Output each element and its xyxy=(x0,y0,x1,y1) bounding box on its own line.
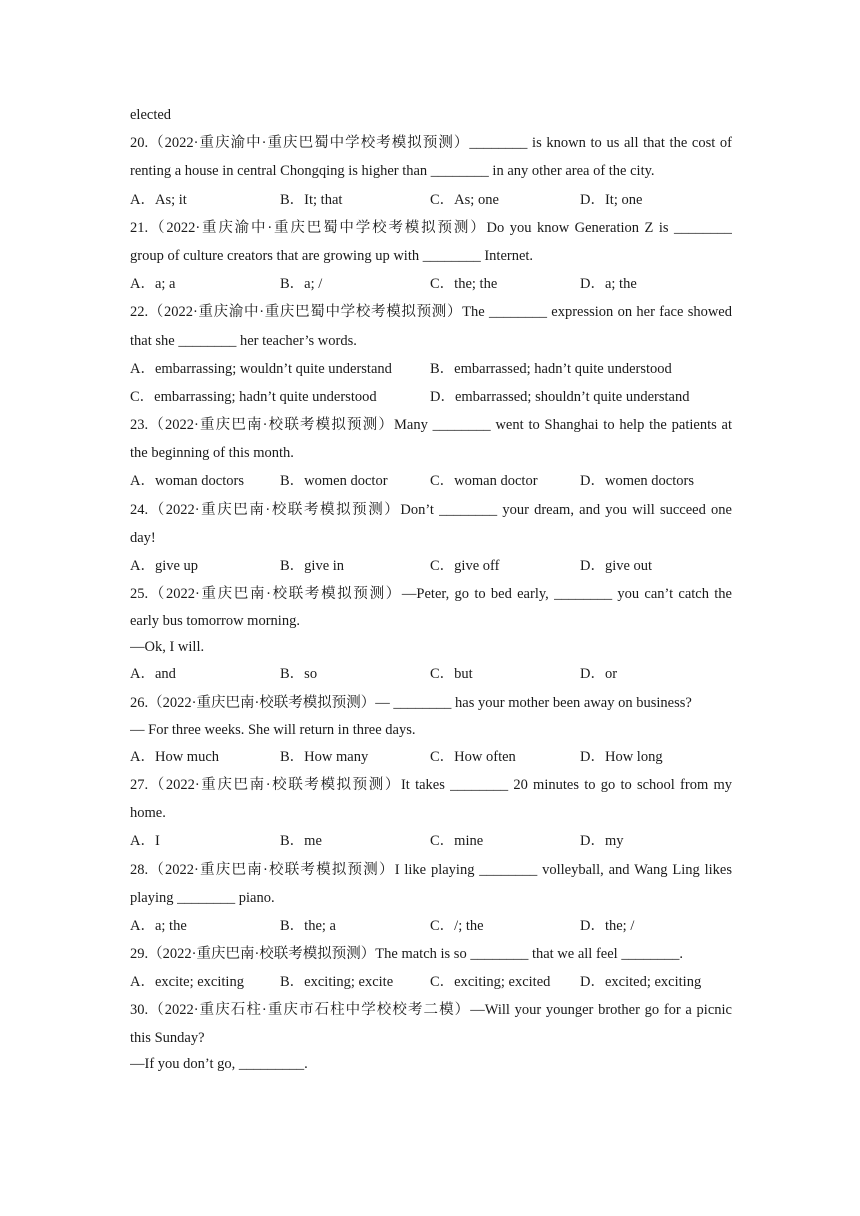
dialogue-reply: — For three weeks. She will return in three days. xyxy=(130,721,416,738)
continued-text: elected xyxy=(130,107,172,123)
options-row xyxy=(130,827,732,855)
question-text: day! xyxy=(130,529,156,546)
options-row xyxy=(130,552,732,580)
option-d[interactable]: D．embarrassed; shouldn’t quite understand xyxy=(430,388,690,405)
option-b[interactable]: B．exciting; excite xyxy=(280,974,394,991)
options-row xyxy=(130,355,732,383)
option-a[interactable]: A．excite; exciting xyxy=(130,974,244,991)
option-c[interactable]: C．As; one xyxy=(430,191,499,208)
question-text: the beginning of this month. xyxy=(130,445,294,462)
option-b[interactable]: B．women doctor xyxy=(280,473,388,490)
option-d[interactable]: D．How long xyxy=(580,748,663,765)
question-26 xyxy=(130,689,732,771)
question-text: 22.（2022·重庆渝中·重庆巴蜀中学校考模拟预测）The ________ expression on her face showed xyxy=(130,304,732,321)
option-c[interactable]: C．woman doctor xyxy=(430,473,538,490)
option-d[interactable]: D．the; / xyxy=(580,917,635,934)
option-d[interactable]: D．a; the xyxy=(580,276,637,293)
options-row xyxy=(130,383,732,411)
option-a[interactable]: A．and xyxy=(130,666,176,683)
question-20 xyxy=(130,129,732,214)
option-c[interactable]: C．the; the xyxy=(430,276,498,293)
option-b[interactable]: B．give in xyxy=(280,558,345,574)
option-b[interactable]: B．It; that xyxy=(280,191,343,208)
option-d[interactable]: D．or xyxy=(580,666,618,683)
option-a[interactable]: A．As; it xyxy=(130,191,187,208)
option-d[interactable]: D．my xyxy=(580,833,624,850)
question-23 xyxy=(130,411,732,496)
option-b[interactable]: B．so xyxy=(280,666,318,683)
option-b[interactable]: B．me xyxy=(280,833,322,850)
question-21 xyxy=(130,214,732,299)
option-c[interactable]: C．exciting; excited xyxy=(430,974,551,991)
question-text: home. xyxy=(130,805,166,822)
question-text: renting a house in central Chongqing is higher than ________ in any other area of the city. xyxy=(130,163,655,180)
option-c[interactable]: C．/; the xyxy=(430,917,484,934)
option-a[interactable]: A．I xyxy=(130,833,160,850)
option-c[interactable]: C．mine xyxy=(430,833,484,850)
options-row xyxy=(130,968,732,996)
option-c[interactable]: C．give off xyxy=(430,558,500,574)
options-row xyxy=(130,743,732,771)
question-text: 20.（2022·重庆渝中·重庆巴蜀中学校考模拟预测）________ is known to us all that the cost of xyxy=(130,135,732,152)
question-text: this Sunday? xyxy=(130,1029,205,1046)
option-a[interactable]: A．a; a xyxy=(130,276,176,293)
question-text: that she ________ her teacher’s words. xyxy=(130,332,357,349)
question-text: 21.（2022·重庆渝中·重庆巴蜀中学校考模拟预测）Do you know Generation Z is ________ xyxy=(130,219,732,236)
option-b[interactable]: B．embarrassed; hadn’t quite understood xyxy=(430,360,672,377)
option-b[interactable]: B．How many xyxy=(280,748,369,765)
option-d[interactable]: D．It; one xyxy=(580,191,643,208)
question-text: 24.（2022·重庆巴南·校联考模拟预测）Don’t ________ your dream, and you will succeed one xyxy=(130,501,732,518)
question-text: 25.（2022·重庆巴南·校联考模拟预测）—Peter, go to bed early, ________ you can’t catch the xyxy=(130,586,732,603)
question-28 xyxy=(130,856,732,941)
option-a[interactable]: A．How much xyxy=(130,748,220,765)
dialogue-reply: —Ok, I will. xyxy=(130,639,205,656)
options-row xyxy=(130,660,732,688)
question-text: 30.（2022·重庆石柱·重庆市石柱中学校校考二模）—Will your younger brother go for a picnic xyxy=(130,1002,732,1019)
option-c[interactable]: C．embarrassing; hadn’t quite understood xyxy=(130,388,377,405)
options-row xyxy=(130,467,732,495)
option-a[interactable]: A．woman doctors xyxy=(130,473,244,490)
question-30 xyxy=(130,996,732,1076)
question-text: 27.（2022·重庆巴南·校联考模拟预测）It takes ________ 20 minutes to go to school from my xyxy=(130,776,732,793)
question-text: 26.（2022·重庆巴南·校联考模拟预测）— ________ has your mother been away on business? xyxy=(130,694,692,711)
question-24 xyxy=(130,496,732,581)
option-c[interactable]: C．How often xyxy=(430,748,516,765)
option-d[interactable]: D．women doctors xyxy=(580,473,694,490)
dialogue-reply: —If you don’t go, _________. xyxy=(130,1055,308,1072)
option-d[interactable]: D．excited; exciting xyxy=(580,974,702,991)
option-b[interactable]: B．a; / xyxy=(280,276,323,293)
question-27 xyxy=(130,771,732,856)
option-a[interactable]: A．a; the xyxy=(130,917,187,934)
option-a[interactable]: A．give up xyxy=(130,558,199,574)
option-a[interactable]: A．embarrassing; wouldn’t quite understand xyxy=(130,360,392,377)
question-text: 23.（2022·重庆巴南·校联考模拟预测）Many ________ went to Shanghai to help the patients at xyxy=(130,417,732,434)
question-25 xyxy=(130,580,732,688)
question-text: 28.（2022·重庆巴南·校联考模拟预测）I like playing ________ volleyball, and Wang Ling likes xyxy=(130,861,732,878)
question-text: early bus tomorrow morning. xyxy=(130,613,300,630)
question-text: 29.（2022·重庆巴南·校联考模拟预测）The match is so ________ that we all feel ________. xyxy=(130,946,683,963)
question-29 xyxy=(130,940,732,996)
options-row xyxy=(130,186,732,214)
question-text: group of culture creators that are growing up with ________ Internet. xyxy=(130,247,534,264)
options-row xyxy=(130,270,732,298)
question-text: playing ________ piano. xyxy=(130,889,275,906)
option-d[interactable]: D．give out xyxy=(580,558,653,574)
question-22 xyxy=(130,298,732,411)
option-b[interactable]: B．the; a xyxy=(280,917,336,934)
options-row xyxy=(130,912,732,940)
question-list xyxy=(130,101,732,1077)
option-c[interactable]: C．but xyxy=(430,666,473,683)
